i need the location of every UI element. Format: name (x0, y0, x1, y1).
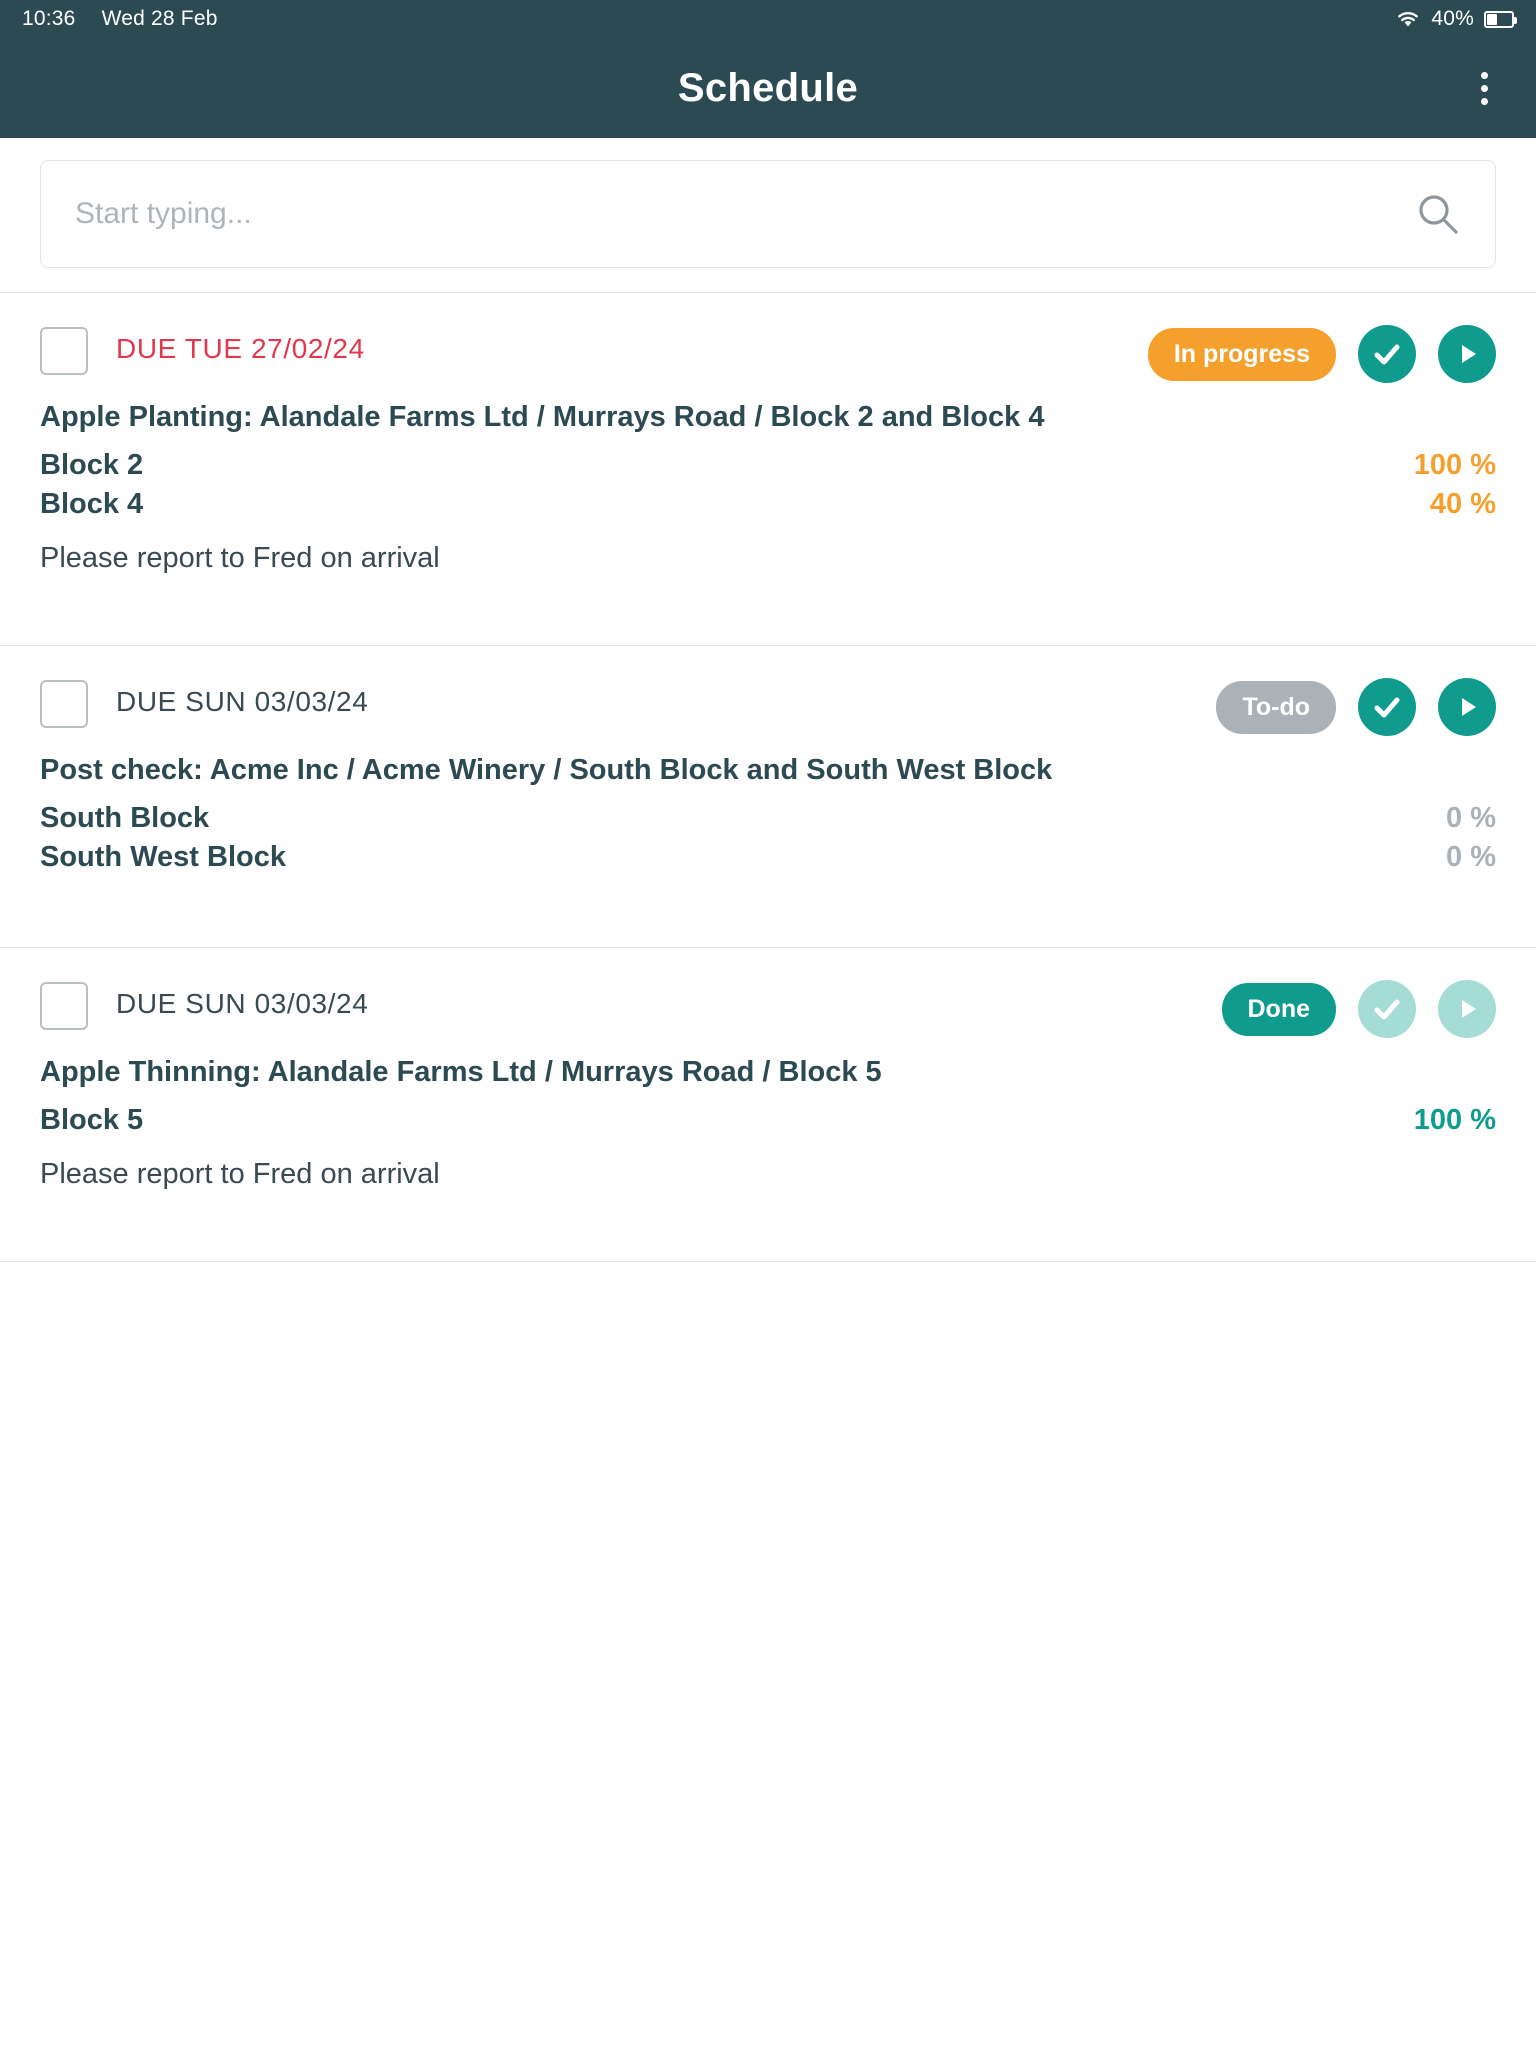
block-name: Block 4 (40, 488, 144, 520)
block-progress: 40 % (1429, 488, 1496, 520)
task-due-date: DUE SUN 03/03/24 (116, 686, 369, 717)
task-block-rows (40, 1101, 1496, 1140)
task-actions (1148, 323, 1496, 383)
task-checkbox[interactable] (40, 680, 88, 728)
task-block-rows (40, 799, 1496, 877)
more-vertical-icon[interactable] (1456, 60, 1512, 116)
status-bar-time: 10:36 (22, 7, 76, 30)
task-row[interactable] (0, 948, 1536, 1262)
task-title: Apple Thinning: Alandale Farms Ltd / Murrays Road / Block 5 (40, 1056, 882, 1088)
play-circle-icon[interactable] (1438, 678, 1496, 736)
task-block-row (40, 446, 1496, 485)
app-bar (0, 38, 1536, 138)
task-note: Please report to Fred on arrival (40, 1158, 440, 1190)
block-name: Block 5 (40, 1104, 144, 1136)
play-circle-icon[interactable] (1438, 980, 1496, 1038)
status-badge: To-do (1216, 681, 1336, 734)
task-block-row (40, 799, 1496, 838)
status-bar (0, 0, 1536, 38)
task-actions (1222, 978, 1497, 1038)
task-block-row (40, 838, 1496, 877)
task-note: Please report to Fred on arrival (40, 542, 440, 574)
status-bar-date: Wed 28 Feb (101, 7, 218, 30)
block-progress: 0 % (1446, 841, 1496, 873)
task-title: Post check: Acme Inc / Acme Winery / South Block and South West Block (40, 754, 1053, 786)
battery-percent-label: 40% (1431, 7, 1474, 30)
search-area (0, 138, 1536, 292)
task-due-date: DUE SUN 03/03/24 (116, 988, 369, 1019)
task-checkbox[interactable] (40, 982, 88, 1030)
block-name: South West Block (40, 841, 286, 873)
task-checkbox[interactable] (40, 327, 88, 375)
block-progress: 100 % (1413, 1104, 1496, 1136)
block-progress: 0 % (1446, 802, 1496, 834)
task-actions (1216, 676, 1496, 736)
block-progress: 100 % (1413, 449, 1496, 481)
check-circle-icon[interactable] (1358, 325, 1416, 383)
check-circle-icon[interactable] (1358, 678, 1416, 736)
play-circle-icon[interactable] (1438, 325, 1496, 383)
status-badge: Done (1222, 983, 1337, 1036)
search-input[interactable] (75, 197, 1415, 231)
task-list (0, 292, 1536, 1262)
task-title: Apple Planting: Alandale Farms Ltd / Murrays Road / Block 2 and Block 4 (40, 401, 1045, 433)
search-icon[interactable] (1415, 191, 1461, 237)
task-due-date: DUE TUE 27/02/24 (116, 333, 365, 364)
block-name: Block 2 (40, 449, 144, 481)
page-title: Schedule (677, 65, 859, 110)
block-name: South Block (40, 802, 210, 834)
status-badge: In progress (1148, 328, 1336, 381)
task-row[interactable] (0, 293, 1536, 646)
task-block-row (40, 485, 1496, 524)
task-row[interactable] (0, 646, 1536, 948)
task-block-row (40, 1101, 1496, 1140)
task-block-rows (40, 446, 1496, 524)
check-circle-icon[interactable] (1358, 980, 1416, 1038)
battery-icon (1484, 11, 1514, 28)
search-box[interactable] (40, 160, 1496, 268)
wifi-icon (1395, 9, 1421, 29)
